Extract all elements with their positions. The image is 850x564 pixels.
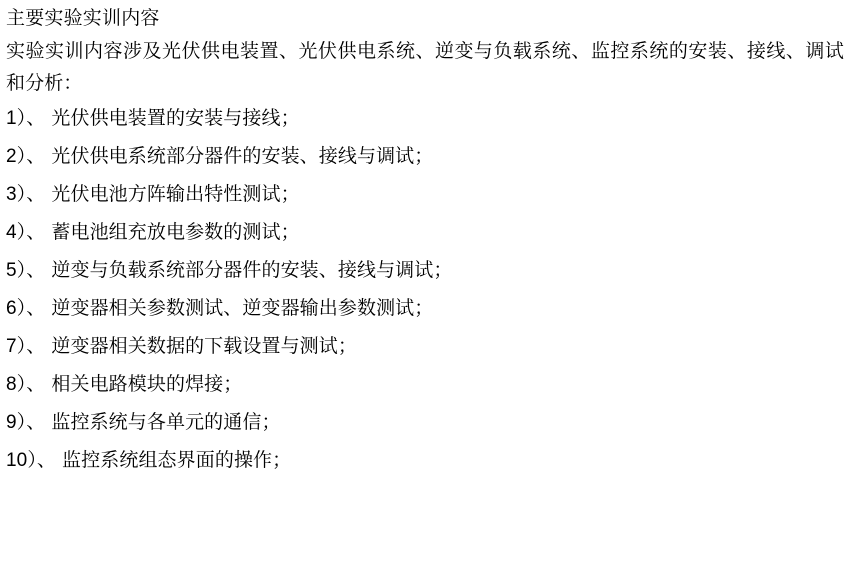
list-item [6, 176, 844, 214]
list-item-text: 蓄电池组充放电参数的测试； [51, 222, 300, 243]
list-item-number: 4）、 [6, 222, 46, 243]
list-item-number: 1）、 [6, 108, 46, 129]
list-item-number: 7）、 [6, 336, 46, 357]
list-item [6, 328, 844, 366]
list-item [6, 442, 844, 480]
list-item-text: 光伏供电系统部分器件的安装、接线与调试； [51, 146, 434, 167]
page-title: 主要实验实训内容 [6, 8, 160, 29]
list-item-text: 逆变与负载系统部分器件的安装、接线与调试； [51, 260, 453, 281]
list-item-text: 监控系统与各单元的通信； [51, 412, 281, 433]
list-item [6, 252, 844, 290]
list-item-number: 5）、 [6, 260, 46, 281]
list-item [6, 100, 844, 138]
list-item-number: 8）、 [6, 374, 46, 395]
list-item-number: 9）、 [6, 412, 46, 433]
list-item-number: 10）、 [6, 450, 57, 471]
list-item-text: 监控系统组态界面的操作； [62, 450, 292, 471]
intro-paragraph: 实验实训内容涉及光伏供电装置、光伏供电系统、逆变与负载系统、监控系统的安装、接线、调试和分析： [6, 41, 844, 94]
list-item-text: 相关电路模块的焊接； [51, 374, 243, 395]
list-item [6, 404, 844, 442]
list-item-text: 逆变器相关数据的下载设置与测试； [51, 336, 357, 357]
list-item [6, 214, 844, 252]
list-item [6, 138, 844, 176]
list-item-number: 3）、 [6, 184, 46, 205]
list-item-text: 光伏供电装置的安装与接线； [51, 108, 300, 129]
list-item [6, 290, 844, 328]
list-item-number: 6）、 [6, 298, 46, 319]
list-item-text: 逆变器相关参数测试、逆变器输出参数测试； [51, 298, 434, 319]
list-item [6, 366, 844, 404]
experiment-item-list [6, 100, 844, 480]
list-item-number: 2）、 [6, 146, 46, 167]
list-item-text: 光伏电池方阵输出特性测试； [51, 184, 300, 205]
